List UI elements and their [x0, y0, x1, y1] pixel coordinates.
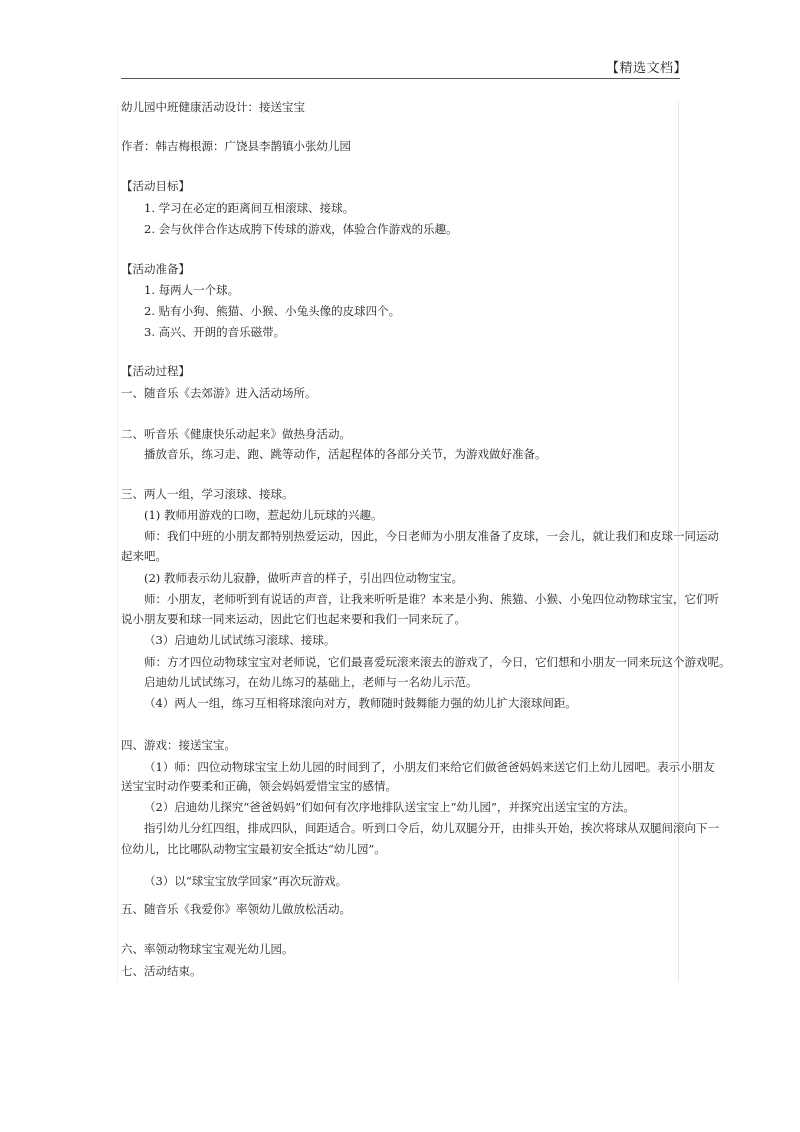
step-4-sub-1a: （1）师：四位动物球宝宝上幼儿园的时间到了，小朋友们来给它们做爸爸妈妈来送它们上幼儿园吧。表示小朋友 [144, 760, 715, 774]
prep-item-2: 2. 贴有小狗、熊猫、小猴、小兔头像的皮球四个。 [144, 304, 401, 318]
step-2-detail: 播放音乐，练习走、跑、跳等动作，活起程体的各部分关节，为游戏做好准备。 [144, 447, 547, 461]
header-tag: 【精选文档】 [606, 61, 688, 76]
step-3-dialog-1b: 起来吧。 [121, 549, 167, 563]
step-2: 二、听音乐《健康快乐动起来》做热身活动。 [121, 427, 351, 441]
step-3-sub-3: （3）启迪幼儿试试练习滚球、接球。 [144, 633, 336, 647]
content-left-border [117, 102, 118, 982]
step-4-sub-3: （3）以“球宝宝放学回家”再次玩游戏。 [144, 874, 348, 888]
goal-item-2: 2. 会与伙伴合作达成胯下传球的游戏，体验合作游戏的乐趣。 [144, 222, 458, 236]
document-title: 幼儿园中班健康活动设计：接送宝宝 [121, 100, 305, 114]
step-5: 五、随音乐《我爱你》率领幼儿做放松活动。 [121, 902, 351, 916]
step-3-dialog-1a: 师：我们中班的小朋友都特别热爱运动，因此，今日老师为小朋友准备了皮球，一会儿，就让我们和皮球一同运动 [144, 529, 719, 543]
section-heading-process: 【活动过程】 [121, 364, 190, 378]
prep-item-1: 1. 每两人一个球。 [144, 283, 240, 297]
goal-item-1: 1. 学习在必定的距离间互相滚球、接球。 [144, 201, 355, 215]
step-3-sub-2: (2) 教师表示幼儿寂静，做听声音的样子，引出四位动物宝宝。 [144, 571, 463, 585]
step-3-dialog-3a: 师：方才四位动物球宝宝对老师说，它们最喜爱玩滚来滚去的游戏了，今日，它们想和小朋友一同来玩这个游戏呢。 [144, 655, 731, 669]
section-heading-goals: 【活动目标】 [121, 179, 190, 193]
step-3-sub-4: （4）两人一组，练习互相将球滚向对方，教师随时鼓舞能力强的幼儿扩大滚球间距。 [144, 696, 577, 710]
step-7: 七、活动结束。 [121, 964, 202, 978]
step-4-sub-1b: 送宝宝时动作要柔和正确，领会妈妈爱惜宝宝的感情。 [121, 779, 397, 793]
prep-item-3: 3. 高兴、开朗的音乐磁带。 [144, 325, 286, 339]
step-3-dialog-3b: 启迪幼儿试试练习，在幼儿练习的基础上，老师与一名幼儿示范。 [144, 675, 478, 689]
step-3-sub-1: (1) 教师用游戏的口吻，惹起幼儿玩球的兴趣。 [144, 508, 383, 522]
section-heading-prep: 【活动准备】 [121, 262, 190, 276]
step-4-detail-b: 位幼儿，比比哪队动物宝宝最初安全抵达“幼儿园”。 [121, 842, 386, 856]
header-divider [121, 78, 680, 79]
step-3: 三、两人一组，学习滚球、接球。 [121, 487, 294, 501]
step-4: 四、游戏：接送宝宝。 [121, 738, 236, 752]
step-4-detail-a: 指引幼儿分红四组，排成四队，间距适合。听到口令后，幼儿双腿分开，由排头开始，挨次将球从双腿间滚向下一 [144, 821, 719, 835]
step-1: 一、随音乐《去郊游》进入活动场所。 [121, 386, 317, 400]
step-4-sub-2: （2）启迪幼儿探究“爸爸妈妈”们如何有次序地排队送宝宝上“幼儿园”，并探究出送宝宝的方法。 [144, 800, 635, 814]
author-line: 作者：韩吉梅根源：广饶县李鹊镇小张幼儿园 [121, 139, 351, 153]
step-3-dialog-2b: 说小朋友要和球一同来运动，因此它们也起来要和我们一同来玩了。 [121, 612, 466, 626]
step-6: 六、率领动物球宝宝观光幼儿园。 [121, 942, 294, 956]
step-3-dialog-2a: 师：小朋友，老师听到有说话的声音，让我来听听是谁？本来是小狗、熊猫、小猴、小兔四位动物球宝宝，它们听 [144, 592, 719, 606]
